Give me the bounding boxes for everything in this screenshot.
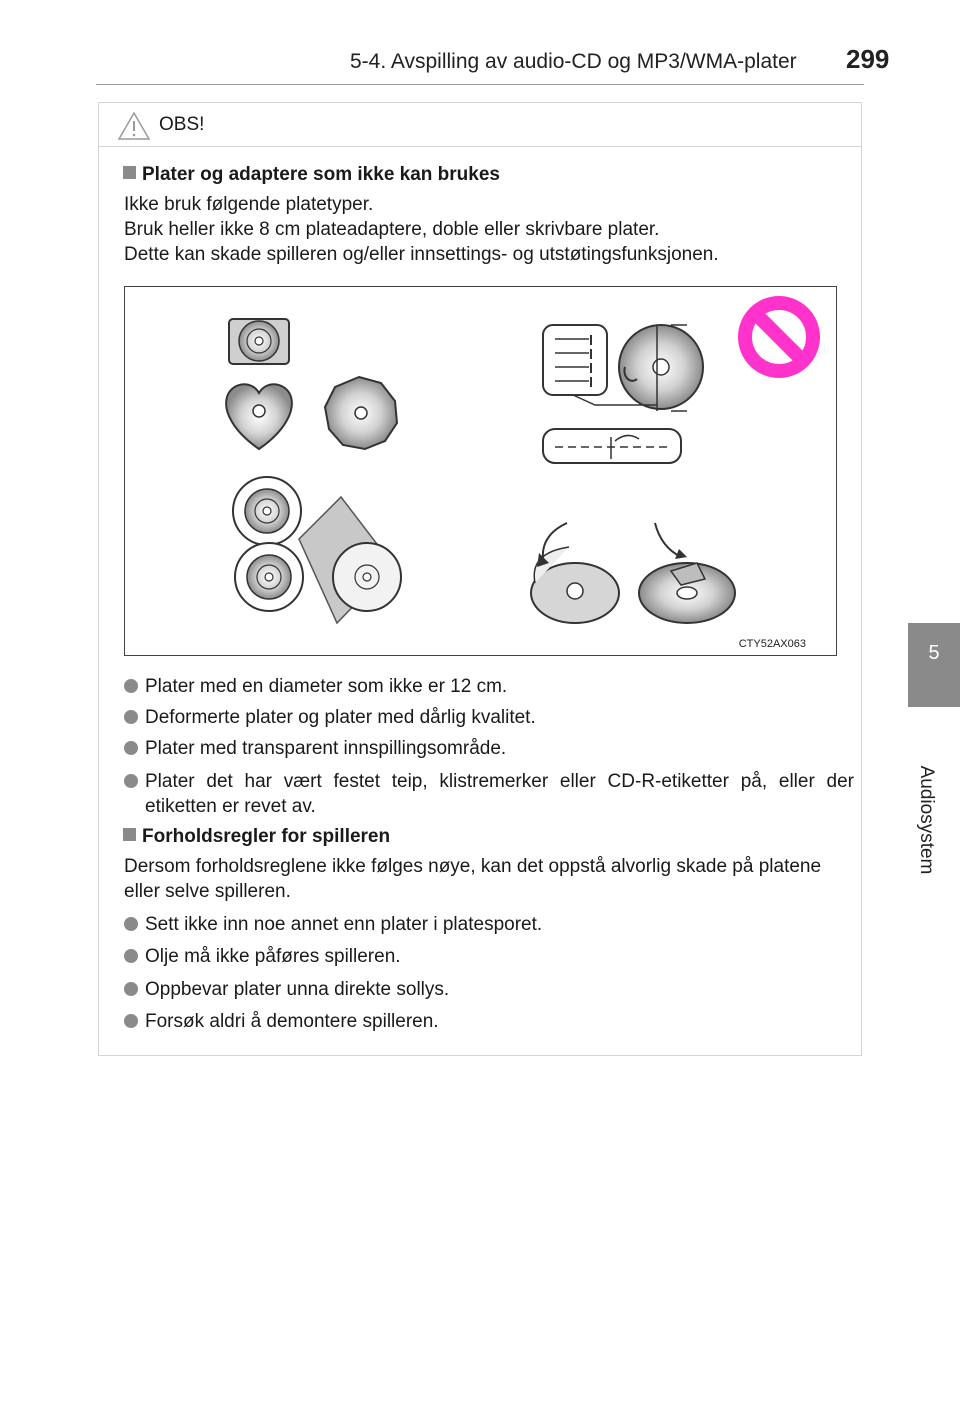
polygon-disc-icon [325,377,397,449]
paragraph-line: Bruk heller ikke 8 cm plateadaptere, doble eller skrivbare plater. [124,219,660,240]
bullet-icon [124,710,138,724]
square-bullet-icon [123,828,136,841]
unusable-discs-illustration [124,286,837,656]
paragraph-line: Ikke bruk følgende platetyper. [124,194,374,215]
square-bullet-icon [123,166,136,179]
section-heading-player-precautions [123,826,390,848]
heading-text: Forholdsregler for spilleren [142,826,391,847]
notice-header [99,103,861,147]
paragraph-line: Dette kan skade spilleren og/eller innsettings- og utstøtingsfunksjonen. [124,244,719,265]
bullet-icon [124,982,138,996]
list-item: Olje må ikke påføres spilleren. [124,944,854,969]
paragraph: Dersom forholdsreglene ikke følges nøye, kan det oppstå alvorlig skade på platene eller selve spilleren. [124,856,822,902]
figure-code: CTY52AX063 [738,638,806,650]
taped-disc-icon [639,523,735,623]
list-item: Sett ikke inn noe annet enn plater i platesporet. [124,912,854,937]
page-number: 299 [846,44,890,74]
list-item: Oppbevar plater unna direkte sollys. [124,977,854,1002]
square-disc-icon [229,319,289,364]
bullet-icon [124,774,138,788]
transparent-disc-icon [233,477,401,623]
chapter-label: Audiosystem [916,765,937,875]
bullet-icon [124,1014,138,1028]
header-divider [96,84,864,85]
notice-title: OBS! [159,114,205,135]
section-heading-unusable-discs [123,164,500,186]
heart-disc-icon [226,384,292,449]
bullet-icon [124,949,138,963]
bullet-icon [124,679,138,693]
chapter-tab: 5 [908,623,960,707]
notice-box [98,102,862,1056]
peeling-label-disc-icon [531,523,619,623]
illustration-svg [125,287,836,655]
bullet-icon [124,917,138,931]
list-item: Plater med en diameter som ikke er 12 cm. [124,674,854,699]
heading-text: Plater og adaptere som ikke kan brukes [142,164,500,185]
warning-icon [117,111,151,141]
list-item: Plater det har vært festet teip, klistremerker eller CD-R-etiketter på, eller der etiketten er revet av. [124,769,854,819]
prohibition-icon [745,303,813,371]
damaged-disc-closeup-icon [543,325,703,463]
list-item: Deformerte plater og plater med dårlig kvalitet. [124,705,854,730]
section-title: 5-4. Avspilling av audio-CD og MP3/WMA-plater [350,50,797,73]
list-item: Plater med transparent innspillingsområde. [124,736,854,761]
bullet-icon [124,741,138,755]
list-item: Forsøk aldri å demontere spilleren. [124,1009,854,1034]
